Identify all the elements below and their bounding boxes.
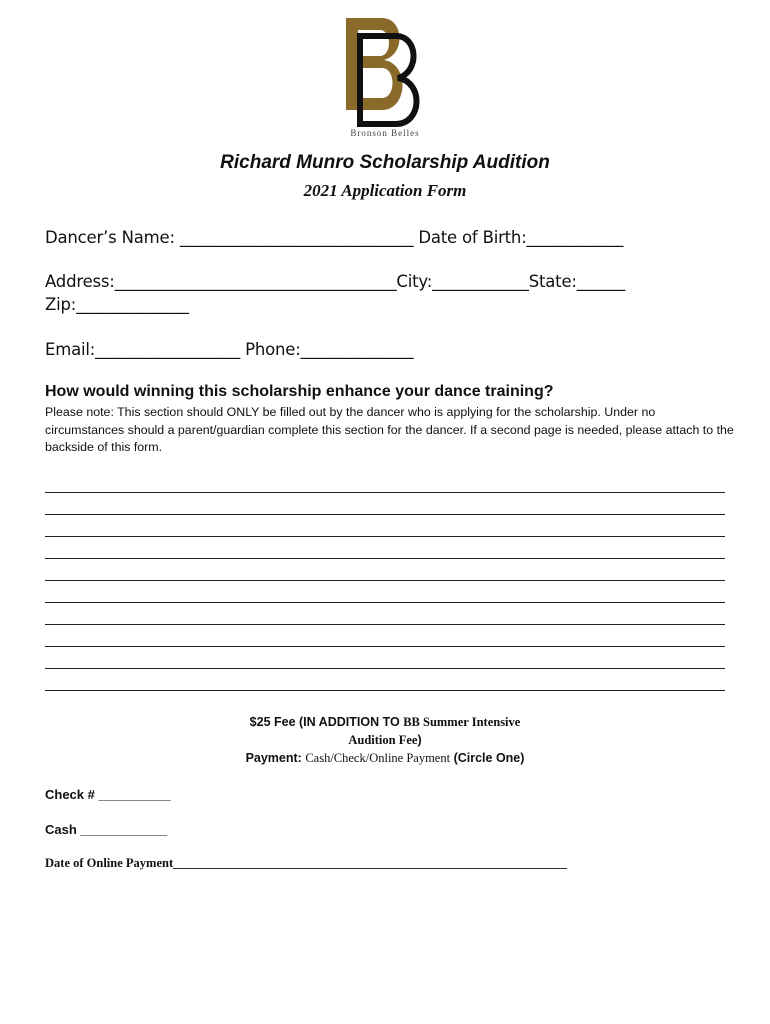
essay-note: Please note: This section should ONLY be filled out by the dancer who is applying for the scholarship. Under no circumstances should a parent/guardian complete this section for the dancer. If a second page is needed, please attach to the backside of this form. [45, 405, 734, 454]
form-title: Richard Munro Scholarship Audition [220, 152, 550, 173]
fee-label: $25 Fee (IN ADDITION TO [249, 715, 404, 729]
essay-line[interactable] [45, 690, 725, 691]
email-phone-field[interactable]: Email:__________________ Phone:______________ [45, 340, 414, 359]
essay-line[interactable] [45, 580, 725, 581]
fee-audition: Audition Fee [348, 733, 418, 747]
check-number-field[interactable]: Check # __________ [45, 787, 171, 802]
address-city-state-field[interactable]: Address:___________________________________City:____________State:______ [45, 272, 626, 291]
essay-line[interactable] [45, 514, 725, 515]
essay-line[interactable] [45, 492, 725, 493]
payment-options[interactable]: Cash/Check/Online Payment [305, 751, 451, 765]
payment-label: Payment: [245, 751, 306, 765]
dancer-name-dob-field[interactable]: Dancer’s Name: _____________________________ Date of Birth:____________ [45, 228, 624, 247]
fee-intensive: BB Summer Intensive [403, 715, 521, 729]
form-subtitle: 2021 Application Form [303, 181, 467, 200]
fee-close: ) [417, 733, 422, 747]
zip-field[interactable]: Zip:______________ [45, 295, 189, 314]
logo-subtitle: Bronson Belles [350, 128, 420, 138]
essay-line[interactable] [45, 646, 725, 647]
fee-line-2 [0, 733, 770, 748]
essay-heading: How would winning this scholarship enhance your dance training? [45, 383, 554, 400]
essay-line[interactable] [45, 558, 725, 559]
online-payment-date-field[interactable]: Date of Online Payment_______________________________________________________________ [45, 856, 567, 870]
essay-line[interactable] [45, 668, 725, 669]
essay-line[interactable] [45, 536, 725, 537]
essay-line[interactable] [45, 624, 725, 625]
essay-line[interactable] [45, 602, 725, 603]
payment-line [0, 751, 770, 766]
fee-line-1 [0, 715, 770, 730]
cash-field[interactable]: Cash ____________ [45, 822, 168, 837]
payment-suffix: (Circle One) [450, 751, 525, 765]
